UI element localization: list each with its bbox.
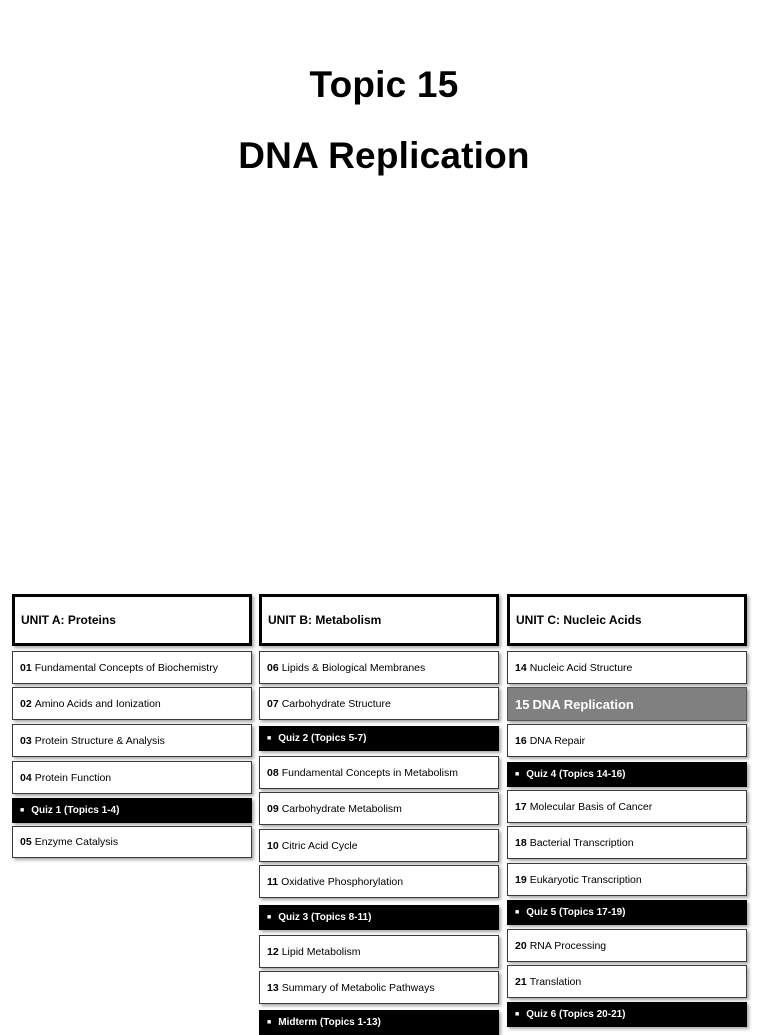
topic-number: 20: [515, 939, 527, 952]
topic-number: 01: [20, 661, 32, 674]
bullet-icon: ■: [515, 771, 520, 778]
topic-item[interactable]: [12, 724, 252, 757]
quiz-label: Quiz 6 (Topics 20-21): [526, 1009, 626, 1020]
topic-number: 07: [267, 697, 279, 710]
quiz-item[interactable]: [259, 726, 499, 751]
quiz-label: Quiz 5 (Topics 17-19): [526, 907, 626, 918]
bullet-icon: ■: [515, 909, 520, 916]
quiz-label: Quiz 1 (Topics 1-4): [31, 805, 120, 816]
topic-label: Lipid Metabolism: [281, 945, 361, 958]
bullet-icon: ■: [267, 1019, 272, 1026]
topic-item[interactable]: [12, 761, 252, 794]
topic-item[interactable]: [259, 935, 499, 968]
bullet-icon: ■: [20, 807, 25, 814]
unit-header: UNIT A: Proteins: [12, 594, 252, 646]
topic-item[interactable]: [259, 651, 499, 684]
quiz-item[interactable]: [259, 1010, 499, 1035]
topic-item[interactable]: [507, 651, 747, 684]
topic-item[interactable]: [12, 651, 252, 684]
topic-label: RNA Processing: [529, 939, 607, 952]
topic-label: Amino Acids and Ionization: [34, 697, 161, 710]
topic-item[interactable]: [259, 792, 499, 825]
topic-label: Molecular Basis of Cancer: [529, 800, 653, 813]
quiz-item[interactable]: [507, 1002, 747, 1027]
topic-item[interactable]: [507, 929, 747, 962]
topic-number-title: Topic 15: [309, 64, 459, 105]
topic-number: 09: [267, 802, 279, 815]
topic-number: 15: [515, 696, 530, 712]
topic-item[interactable]: [259, 865, 499, 898]
topic-item[interactable]: [507, 965, 747, 998]
topic-number: 21: [515, 975, 527, 988]
topic-item[interactable]: [507, 724, 747, 757]
topic-number: 16: [515, 734, 527, 747]
topic-item[interactable]: [507, 863, 747, 896]
quiz-label: Midterm (Topics 1-13): [278, 1017, 381, 1028]
quiz-item[interactable]: [259, 905, 499, 930]
quiz-label: Quiz 4 (Topics 14-16): [526, 769, 626, 780]
topic-label: Carbohydrate Structure: [281, 697, 391, 710]
topic-label: Fundamental Concepts of Biochemistry: [34, 661, 218, 674]
topic-label: Fundamental Concepts in Metabolism: [281, 766, 458, 779]
bullet-icon: ■: [267, 735, 272, 742]
topic-item[interactable]: [12, 687, 252, 720]
topic-number: 18: [515, 836, 527, 849]
topic-label: Nucleic Acid Structure: [529, 661, 633, 674]
topic-label: Protein Function: [34, 771, 112, 784]
topic-label: Citric Acid Cycle: [281, 839, 358, 852]
topic-label: Translation: [529, 975, 582, 988]
topic-number: 03: [20, 734, 32, 747]
topic-number: 04: [20, 771, 32, 784]
quiz-item[interactable]: [507, 900, 747, 925]
topic-item[interactable]: [507, 790, 747, 823]
bullet-icon: ■: [267, 914, 272, 921]
topic-number: 13: [267, 981, 279, 994]
quiz-item[interactable]: [12, 798, 252, 823]
topic-number: 06: [267, 661, 279, 674]
topic-number: 12: [267, 945, 279, 958]
topic-item[interactable]: [259, 756, 499, 789]
topic-label: Bacterial Transcription: [529, 836, 634, 849]
topic-label: Eukaryotic Transcription: [529, 873, 642, 886]
topic-label: Protein Structure & Analysis: [34, 734, 165, 747]
topic-number: 08: [267, 766, 279, 779]
bullet-icon: ■: [515, 1011, 520, 1018]
quiz-item[interactable]: [507, 762, 747, 787]
topic-label: Carbohydrate Metabolism: [281, 802, 402, 815]
topic-number: 05: [20, 836, 32, 848]
topic-number: 17: [515, 800, 527, 813]
quiz-label: Quiz 2 (Topics 5-7): [278, 733, 367, 744]
topic-number: 14: [515, 661, 527, 674]
topic-item[interactable]: [259, 829, 499, 862]
current-topic-item[interactable]: [507, 687, 747, 721]
topic-name-title: DNA Replication: [238, 135, 530, 176]
topic-number: 11: [267, 875, 279, 888]
unit-header: UNIT C: Nucleic Acids: [507, 594, 747, 646]
topic-item[interactable]: [259, 687, 499, 720]
topic-label: Enzyme Catalysis: [34, 836, 119, 848]
topic-label: DNA Repair: [529, 734, 586, 747]
topic-number: 10: [267, 839, 279, 852]
topic-label: Summary of Metabolic Pathways: [281, 981, 435, 994]
topic-number: 02: [20, 697, 32, 710]
topic-item[interactable]: [259, 971, 499, 1004]
topic-label: Oxidative Phosphorylation: [281, 875, 404, 888]
unit-header: UNIT B: Metabolism: [259, 594, 499, 646]
topic-item[interactable]: [12, 826, 252, 858]
topic-item[interactable]: [507, 826, 747, 859]
topic-label: DNA Replication: [532, 696, 634, 712]
topic-label: Lipids & Biological Membranes: [281, 661, 426, 674]
quiz-label: Quiz 3 (Topics 8-11): [278, 912, 372, 923]
topic-number: 19: [515, 873, 527, 886]
